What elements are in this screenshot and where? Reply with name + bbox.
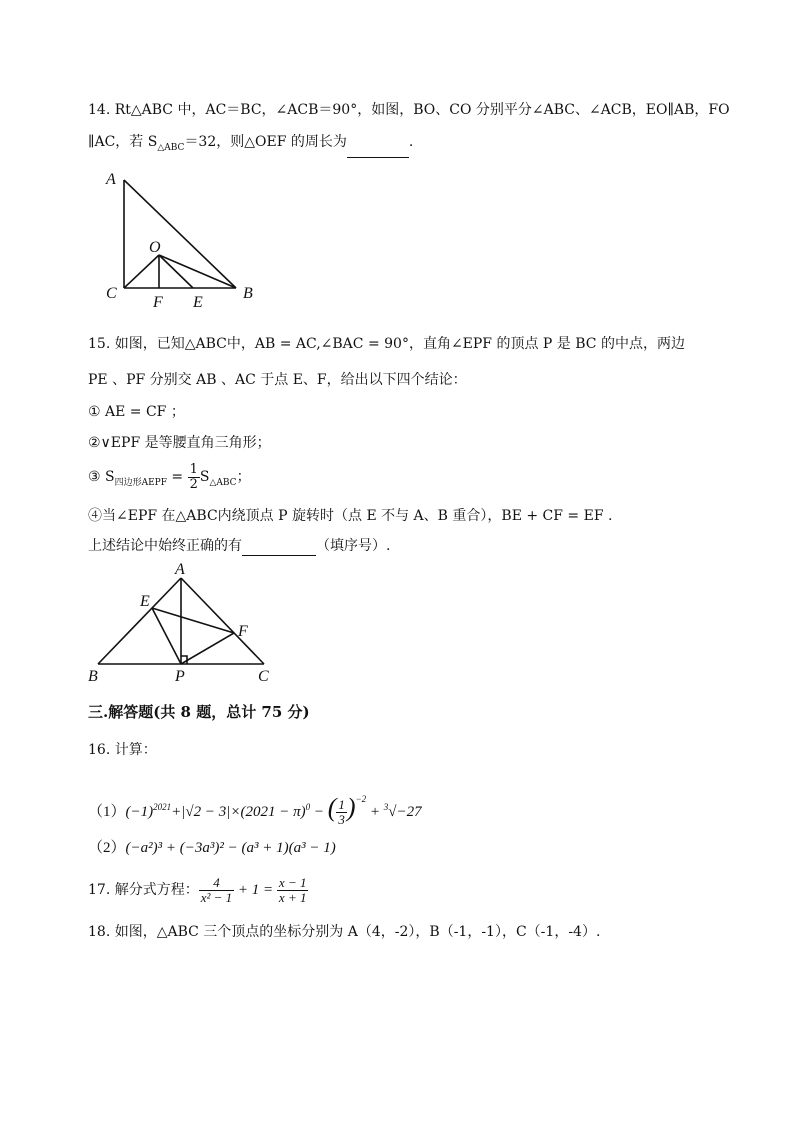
q15-side-ab — [98, 578, 181, 664]
q15-c3-fraction — [188, 463, 200, 492]
q14-label-a: A — [106, 171, 116, 188]
q14-segment-co — [124, 255, 159, 288]
q16-p1-root: √−27 — [388, 804, 422, 820]
q16-p1-d: − — [310, 804, 328, 820]
q16-p1-exp3: −2 — [355, 794, 367, 804]
q15-segment-ep — [152, 608, 181, 664]
q16-p1-exp2: 0 — [305, 802, 311, 812]
q16-title: 16. 计算： — [88, 742, 157, 758]
q15-figure — [84, 560, 284, 688]
q14-answer-blank[interactable] — [347, 143, 409, 158]
q15-segment-pf — [181, 633, 234, 664]
q14-line2-end: . — [408, 134, 414, 150]
q16-p1-fraction — [336, 798, 347, 827]
q17-den1: x² − 1 — [200, 889, 233, 905]
q17-title: 17. 解分式方程： — [88, 882, 199, 898]
q14-line2-b: ＝32，则△OEF 的周长为 — [184, 134, 347, 150]
q17-fraction-1 — [199, 876, 234, 905]
q15-label-c: C — [258, 668, 269, 685]
q15-line1: 15. 如图，已知△ABC中，AB = AC,∠BAC = 90°，直角∠EPF 的顶点 P 是 BC 的中点，两边 — [88, 336, 685, 352]
q15-tail-a: 上述结论中始终正确的有 — [88, 538, 242, 554]
q15-c3-a: ③ S — [88, 469, 115, 485]
q14-line2-sub: △ABC — [157, 142, 185, 153]
q16-p2-expr: (−a²)³ + (−3a³)² − (a³ + 1)(a³ − 1) — [125, 840, 336, 856]
q14-label-o: O — [149, 239, 161, 256]
q16-p1-b: +| — [171, 804, 186, 820]
q16-p1-e: + — [366, 804, 384, 820]
q16-p2-label: （2） — [88, 840, 126, 856]
q15-answer-blank[interactable] — [242, 541, 316, 556]
q14-label-f: F — [153, 294, 163, 311]
q16-part1 — [88, 784, 422, 827]
q15-tail — [88, 536, 390, 556]
q15-conclusion-2: ②∨EPF 是等腰直角三角形； — [88, 435, 271, 451]
q18-text: 18. 如图，△ABC 三个顶点的坐标分别为 A（4，-2），B（-1，-1），C（-1，-4）. — [88, 924, 601, 940]
section-3-title: 三.解答题(共 8 题，总计 75 分) — [88, 703, 310, 721]
q16-p1-exp1: 2021 — [153, 802, 172, 812]
q15-label-p: P — [175, 668, 185, 685]
q17-den2: x + 1 — [278, 889, 307, 905]
q15-line2: PE 、PF 分别交 AB 、AC 于点 E、F，给出以下四个结论： — [88, 372, 467, 388]
q17-num2: x − 1 — [278, 874, 307, 890]
q17-num1: 4 — [199, 876, 234, 891]
q15-c3-num: 1 — [189, 461, 198, 477]
q16-part2 — [88, 838, 336, 858]
q16-p1-rparen: ) — [346, 793, 356, 822]
q15-c3-sub2: △ABC — [209, 477, 237, 488]
q15-label-e: E — [140, 593, 150, 610]
q15-c3-b: S — [199, 469, 210, 485]
q14-line2-a: ∥AC，若 S — [88, 134, 158, 150]
q14-label-b: B — [243, 285, 253, 302]
q14-line1: 14. Rt△ABC 中，AC＝BC，∠ACB＝90°，如图，BO、CO 分别平分∠ABC、∠ACB，EO∥AB，FO — [88, 102, 730, 118]
q16-p1-label: （1） — [88, 804, 126, 820]
q17 — [88, 870, 308, 910]
q16-p1-a: (−1) — [125, 804, 154, 820]
q15-c3-den: 2 — [189, 476, 198, 492]
q15-label-b: B — [88, 668, 98, 685]
q14-segment-ob — [159, 255, 236, 288]
q16-p1-lparen: ( — [327, 793, 337, 822]
q14-segment-oe — [159, 255, 193, 288]
q16-p1-c: √2 − 3|×(2021 − π) — [185, 804, 306, 820]
q15-conclusion-1: ① AE = CF ； — [88, 404, 185, 420]
q16-p1-frac-num: 1 — [338, 797, 345, 813]
q17-plus: + 1 = — [234, 882, 277, 898]
q15-tail-b: （填序号）. — [316, 538, 391, 554]
q15-c3-end: ； — [236, 469, 251, 485]
q15-c3-eq: = — [166, 469, 188, 485]
q15-label-f: F — [238, 623, 248, 640]
q14-line2 — [88, 132, 413, 158]
q15-label-a: A — [175, 561, 185, 578]
q14-figure — [100, 164, 270, 314]
q17-fraction-2 — [277, 876, 309, 905]
q15-conclusion-4: ④当∠EPF 在△ABC内绕顶点 P 旋转时（点 E 不与 A、B 重合），BE + CF = EF . — [88, 508, 613, 524]
q14-label-e: E — [193, 294, 203, 311]
q15-conclusion-3 — [88, 462, 251, 498]
q14-label-c: C — [106, 285, 117, 302]
q15-c3-sub1: 四边形AEPF — [114, 477, 167, 488]
q16-p1-root-index: 3 — [383, 802, 389, 812]
q16-p1-frac-den: 3 — [338, 812, 345, 828]
